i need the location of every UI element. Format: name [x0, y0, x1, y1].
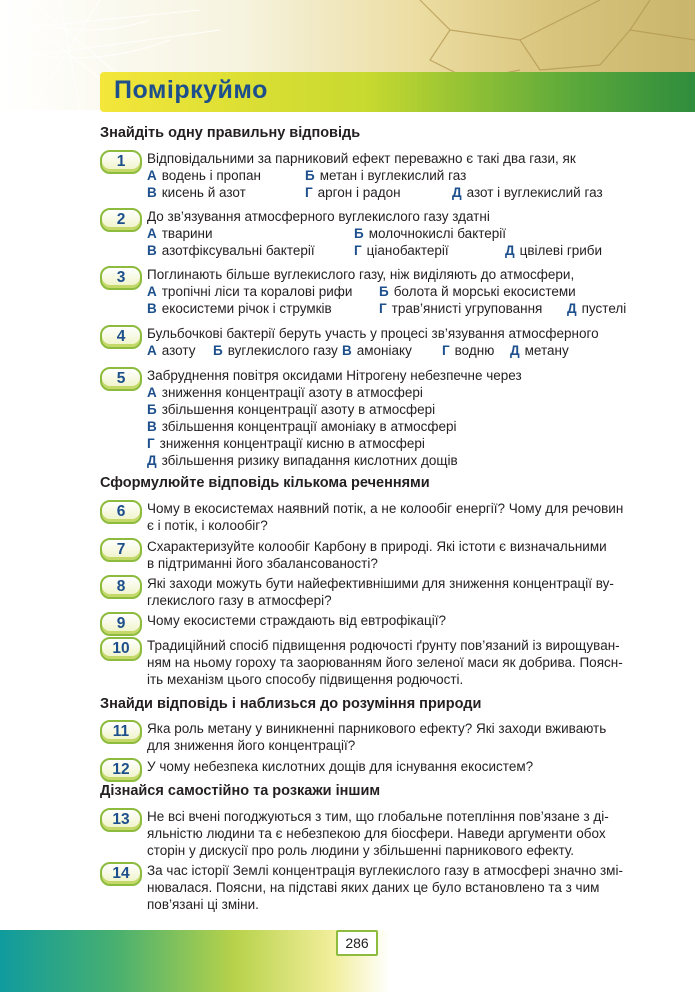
options-row: [147, 342, 638, 359]
question-12: [100, 758, 640, 778]
option-b: Б вуглекислого газу: [213, 343, 338, 358]
option-b: Б збільшення концентрації азоту в атмосфері: [147, 402, 436, 417]
option-v: В збільшення концентрації амоніаку в атмосфері: [147, 419, 457, 434]
question-text: Схарактеризуйте колообіг Карбону в природі. Які істоти є визначальними в підтриманні його збалансованості?: [147, 539, 607, 571]
option-a: А азоту: [147, 343, 196, 358]
question-8: [100, 575, 640, 609]
option-v: В екосистеми річок і струмків: [147, 301, 332, 316]
option-d: Д цвілеві гриби: [505, 243, 603, 258]
question-4: [100, 325, 640, 360]
option-g: Г ціанобактерії: [354, 243, 449, 258]
section-title-short-answer: Сформулюйте відповідь кількома реченнями: [100, 475, 430, 491]
options-row: [147, 167, 638, 184]
option-d: Д пустелі: [567, 301, 627, 316]
section-title-self-study: Дізнайся самостійно та розкажи іншим: [100, 783, 381, 799]
option-a: А зниження концентрації азоту в атмосфері: [147, 385, 423, 400]
option-g: Г аргон і радон: [305, 185, 401, 200]
option-v: В кисень й азот: [147, 185, 246, 200]
section-title-understanding: Знайди відповідь і наблизься до розуміння природи: [100, 696, 482, 712]
option-a: А тропічні ліси та коралові рифи: [147, 284, 353, 299]
question-10: [100, 637, 640, 688]
options-row: [147, 242, 638, 259]
question-number-badge: 13: [100, 808, 142, 832]
question-number-badge: 5: [100, 367, 142, 391]
question-2: [100, 208, 640, 260]
options-list: [147, 384, 638, 469]
question-number-badge: 14: [100, 862, 142, 886]
question-number-badge: 9: [100, 612, 142, 636]
page-number: 286: [336, 930, 378, 956]
question-number-badge: 11: [100, 720, 142, 744]
question-number-badge: 8: [100, 575, 142, 599]
question-3: [100, 266, 640, 318]
question-text: До зв’язування атмосферного вуглекислого газу здатні: [147, 209, 490, 224]
question-number-badge: 4: [100, 325, 142, 349]
question-number-badge: 12: [100, 758, 142, 782]
question-11: [100, 720, 640, 754]
question-5: [100, 367, 640, 469]
question-number-badge: 1: [100, 150, 142, 174]
question-text: Забруднення повітря оксидами Нітрогену небезпечне через: [147, 368, 522, 383]
option-g: Г зниження концентрації кисню в атмосфері: [147, 436, 425, 451]
option-d: Д азот і вуглекислий газ: [452, 185, 603, 200]
question-text: Бульбочкові бактерії беруть участь у процесі зв’язування атмосферного: [147, 326, 599, 341]
question-text: Чому екосистеми страждають від евтрофікації?: [147, 613, 447, 628]
question-number-badge: 2: [100, 208, 142, 232]
option-d: Д збільшення ризику випадання кислотних дощів: [147, 453, 458, 468]
question-13: [100, 808, 640, 859]
option-a: А тварини: [147, 226, 213, 241]
option-v: В азотфіксувальні бактерії: [147, 243, 315, 258]
question-text: У чому небезпека кислотних дощів для існування екосистем?: [147, 759, 534, 774]
question-text: Поглинають більше вуглекислого газу, ніж виділяють до атмосфери,: [147, 267, 575, 282]
option-d: Д метану: [510, 343, 569, 358]
footer-gradient-bar: [0, 930, 390, 992]
option-b: Б молочнокислі бактерії: [354, 226, 507, 241]
question-6: [100, 500, 640, 534]
question-number-badge: 6: [100, 500, 142, 524]
question-9: [100, 612, 640, 632]
question-7: [100, 538, 640, 572]
question-text: Відповідальними за парниковий ефект переважно є такі два гази, як: [147, 151, 576, 166]
option-b: Б метан і вуглекислий газ: [305, 168, 467, 183]
page-title: Поміркуймо: [114, 76, 268, 104]
question-text: Не всі вчені погоджуються з тим, що глобальне потепління пов’язане з ді- яльністю людини та є небезпекою для біосфери. Наведи аргументи обох сторін у дискусії про роль людини у збільшенні парникового ефекту.: [147, 809, 609, 858]
question-text: Чому в екосистемах наявний потік, а не колообіг енергії? Чому для речовин є і потік, і колообіг?: [147, 501, 624, 533]
question-text: Традиційний спосіб підвищення родючості ґрунту пов’язаний із вирощуван- ням на ньому гороху та заорюванням його зеленої маси як добрива. Поясн- іть механізм цього способу підвищення родючості.: [147, 638, 623, 687]
option-a: А водень і пропан: [147, 168, 261, 183]
options-row: [147, 184, 638, 201]
section-title-single-answer: Знайдіть одну правильну відповідь: [100, 125, 361, 141]
question-number-badge: 10: [100, 637, 142, 661]
question-1: [100, 150, 640, 202]
title-banner: [100, 72, 695, 112]
question-text: За час історії Землі концентрація вуглекислого газу в атмосфері значно змі- нювалася. Поясни, на підставі яких даних це було встановлено та з чим пов’язані ці зміни.: [147, 863, 623, 912]
option-g: Г трав’янисті угруповання: [379, 301, 543, 316]
option-b: Б болота й морські екосистеми: [379, 284, 576, 299]
question-text: Яка роль метану у виникненні парникового ефекту? Які заходи вживають для зниження його концентрації?: [147, 721, 607, 753]
option-g: Г водню: [442, 343, 495, 358]
options-row: [147, 225, 638, 242]
question-14: [100, 862, 640, 913]
options-row: [147, 300, 638, 317]
question-number-badge: 7: [100, 538, 142, 562]
options-row: [147, 283, 638, 300]
question-text: Які заходи можуть бути найефективнішими для зниження концентрації ву- глекислого газу в атмосфері?: [147, 576, 614, 608]
question-number-badge: 3: [100, 266, 142, 290]
option-v: В амоніаку: [342, 343, 412, 358]
